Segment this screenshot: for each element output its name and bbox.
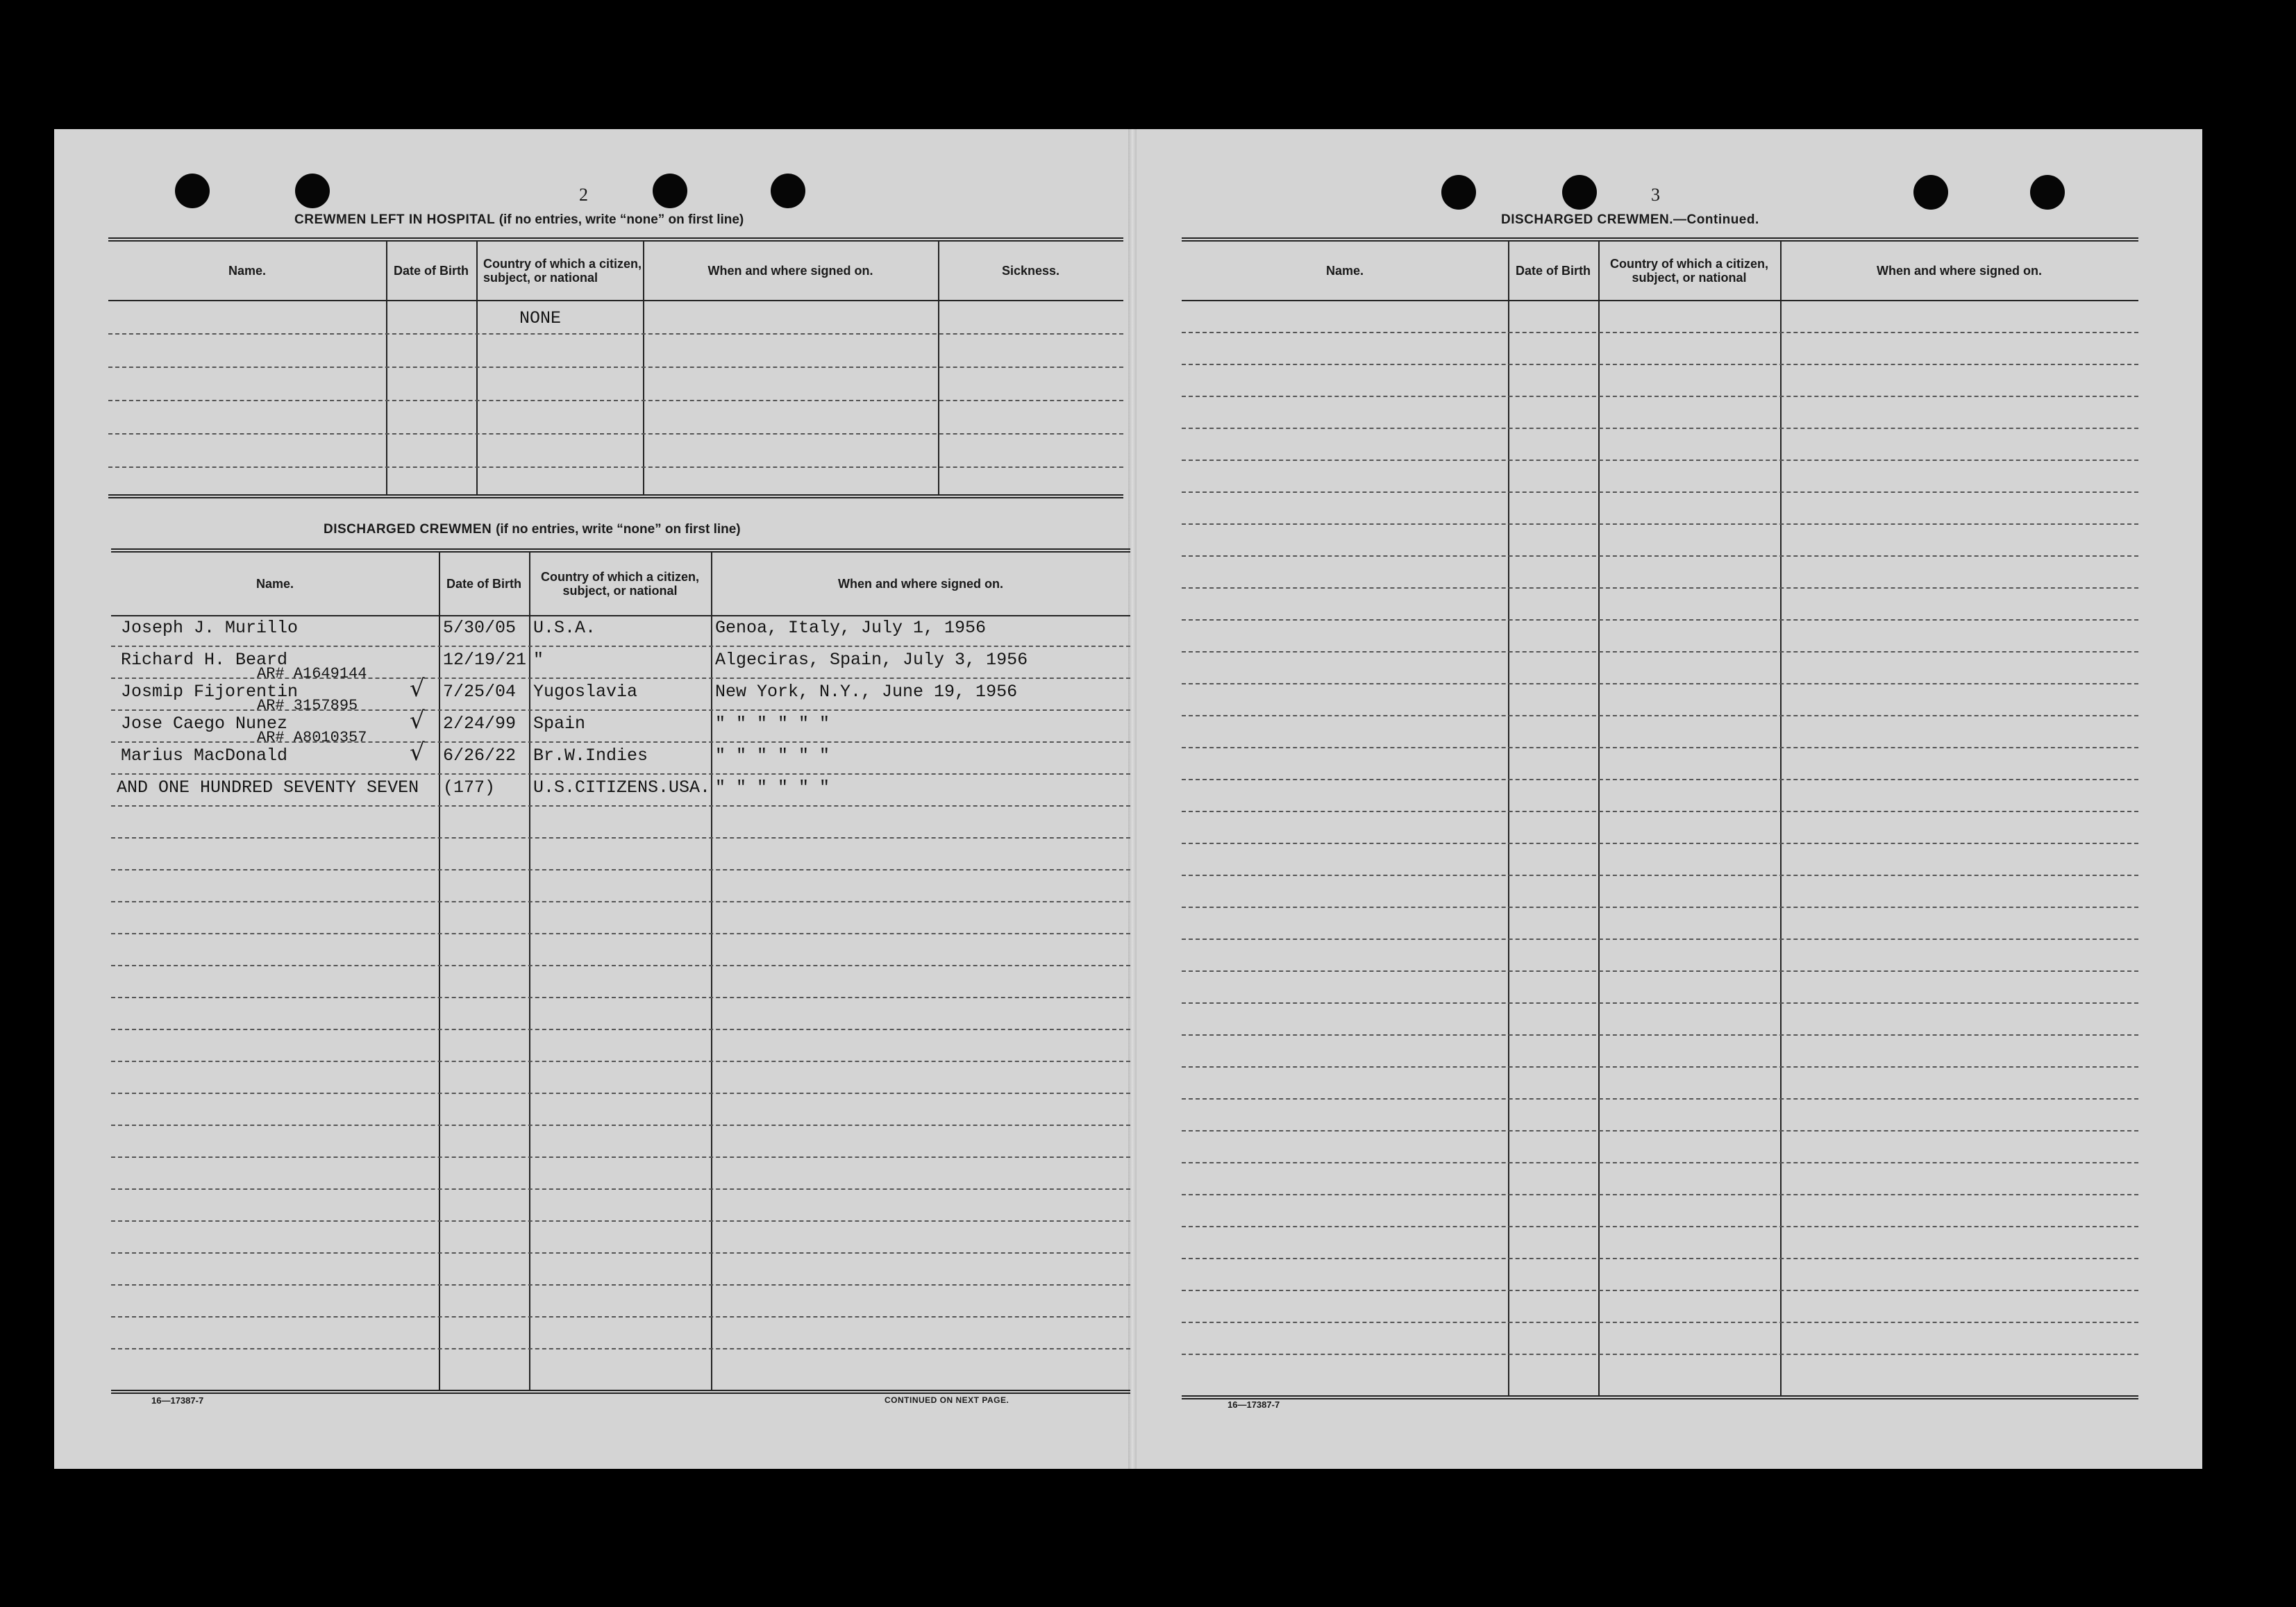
col-divider <box>386 242 387 494</box>
ruled-line <box>1182 683 2138 684</box>
ruled-line <box>1182 332 2138 333</box>
ruled-line <box>1182 715 2138 716</box>
hospital-title-text: CREWMEN LEFT IN HOSPITAL <box>294 212 495 227</box>
crew-country: U.S.A. <box>533 618 596 638</box>
ruled-line <box>1182 491 2138 493</box>
ruled-line <box>111 646 1130 647</box>
punch-hole <box>1441 175 1476 210</box>
hospital-entry-none: NONE <box>519 308 562 328</box>
col-divider <box>1780 242 1782 1395</box>
crew-signed-on: Algeciras, Spain, July 3, 1956 <box>715 650 1028 670</box>
crew-signed-on: " " " " " " <box>715 777 830 798</box>
ruled-line <box>1182 555 2138 557</box>
ruled-line <box>111 997 1130 998</box>
ruled-line <box>1182 1354 2138 1355</box>
hospital-title <box>294 212 744 228</box>
col-divider <box>643 242 644 494</box>
discharged-table <box>111 548 1130 1394</box>
crew-dob: (177) <box>443 777 496 798</box>
col-header-name: Name. <box>255 577 294 591</box>
ruled-line <box>1182 651 2138 653</box>
crew-country: Yugoslavia <box>533 682 638 702</box>
ruled-line <box>111 805 1130 807</box>
crew-dob: 6/26/22 <box>443 746 517 766</box>
ruled-line <box>111 933 1130 934</box>
ruled-line <box>1182 1226 2138 1227</box>
crew-dob: 5/30/05 <box>443 618 517 638</box>
ruled-line <box>1182 747 2138 748</box>
ruled-line <box>111 773 1130 775</box>
ruled-line <box>108 367 1123 368</box>
discharged-table-header <box>111 553 1130 616</box>
col-divider <box>1598 242 1600 1395</box>
punch-hole <box>1913 175 1948 210</box>
ruled-line <box>108 433 1123 435</box>
ruled-line <box>1182 1002 2138 1004</box>
crew-name: Joseph J. Murillo <box>121 618 299 638</box>
alien-registration-number: AR# 3157895 <box>257 697 358 714</box>
crew-country: " <box>533 650 544 670</box>
ruled-line <box>1182 460 2138 461</box>
crew-country: U.S.CITIZENS.USA. <box>533 777 711 798</box>
ruled-line <box>1182 811 2138 812</box>
ruled-line <box>1182 428 2138 429</box>
form-number: 16—17387-7 <box>151 1395 204 1406</box>
crew-name: Richard H. Beard <box>121 650 288 670</box>
crew-dob: 12/19/21 <box>443 650 527 670</box>
punch-hole <box>2030 175 2065 210</box>
col-header-signed: When and where signed on. <box>1876 264 2043 278</box>
ruled-line <box>1182 396 2138 397</box>
ruled-line <box>1182 523 2138 525</box>
ruled-line <box>1182 1066 2138 1068</box>
ruled-line <box>1182 619 2138 621</box>
discharged-continued-title: DISCHARGED CREWMEN.—Continued. <box>1501 212 1759 227</box>
ruled-line <box>111 1252 1130 1254</box>
crew-name: Marius MacDonald <box>121 746 288 766</box>
document-sheet <box>54 129 2202 1469</box>
crew-country: Spain <box>533 714 586 734</box>
check-mark: √ <box>410 707 425 734</box>
punch-hole <box>653 174 687 208</box>
ruled-line <box>1182 364 2138 365</box>
check-mark: √ <box>410 675 425 702</box>
ruled-line <box>108 466 1123 468</box>
ruled-line <box>1182 1194 2138 1195</box>
punch-hole <box>771 174 805 208</box>
ruled-line <box>1182 1258 2138 1259</box>
col-header-country: Country of which a citizen, subject, or national <box>540 570 699 598</box>
crew-name: AND ONE HUNDRED SEVENTY SEVEN <box>117 777 419 798</box>
ruled-line <box>111 837 1130 839</box>
ruled-line <box>1182 587 2138 589</box>
page-number: 2 <box>579 185 588 205</box>
col-header-country: Country of which a citizen, subject, or national <box>483 257 642 285</box>
ruled-line <box>1182 939 2138 940</box>
col-divider <box>1508 242 1509 1395</box>
col-header-country: Country of which a citizen, subject, or national <box>1609 257 1768 285</box>
ruled-line <box>111 1188 1130 1190</box>
discharged-subtitle: (if no entries, write “none” on first line) <box>496 522 741 537</box>
crew-dob: 2/24/99 <box>443 714 517 734</box>
alien-registration-number: AR# A8010357 <box>257 729 367 746</box>
ruled-line <box>1182 875 2138 876</box>
ruled-line <box>1182 1162 2138 1163</box>
ruled-line <box>111 965 1130 966</box>
ruled-line <box>1182 1098 2138 1100</box>
hospital-table-header <box>108 242 1123 301</box>
ruled-line <box>1182 779 2138 780</box>
ruled-line <box>108 400 1123 401</box>
punch-hole <box>295 174 330 208</box>
crew-dob: 7/25/04 <box>443 682 517 702</box>
col-header-name: Name. <box>1325 264 1364 278</box>
crew-name: Jose Caego Nunez <box>121 714 288 734</box>
crew-name: Josmip Fijorentin <box>121 682 299 702</box>
col-header-signed: When and where signed on. <box>707 264 873 278</box>
hospital-table <box>108 237 1123 498</box>
col-header-dob: Date of Birth <box>446 577 521 591</box>
col-divider <box>938 242 939 494</box>
ruled-line <box>111 1029 1130 1030</box>
ruled-line <box>1182 1290 2138 1291</box>
ruled-line <box>111 1220 1130 1222</box>
crew-signed-on: Genoa, Italy, July 1, 1956 <box>715 618 987 638</box>
continued-note: CONTINUED ON NEXT PAGE. <box>885 1395 1009 1405</box>
ruled-line <box>1182 907 2138 908</box>
ruled-line <box>111 869 1130 870</box>
check-mark: √ <box>410 739 425 766</box>
ruled-line <box>1182 1034 2138 1036</box>
ruled-line <box>111 1284 1130 1286</box>
alien-registration-number: AR# A1649144 <box>257 665 367 682</box>
crew-country: Br.W.Indies <box>533 746 648 766</box>
ruled-line <box>1182 1322 2138 1323</box>
col-divider <box>476 242 478 494</box>
col-header-dob: Date of Birth <box>1516 264 1591 278</box>
page-number: 3 <box>1651 185 1660 205</box>
col-header-signed: When and where signed on. <box>837 577 1004 591</box>
ruled-line <box>111 1125 1130 1126</box>
ruled-line <box>111 1348 1130 1349</box>
ruled-line <box>1182 843 2138 844</box>
ruled-line <box>1182 1130 2138 1131</box>
ruled-line <box>111 1316 1130 1318</box>
discharged-continued-table <box>1182 237 2138 1399</box>
punch-hole <box>175 174 210 208</box>
col-header-sickness: Sickness. <box>1001 264 1060 278</box>
discharged-title-text: DISCHARGED CREWMEN <box>324 522 492 537</box>
crew-signed-on: " " " " " " <box>715 714 830 734</box>
form-number: 16—17387-7 <box>1227 1399 1280 1410</box>
punch-hole <box>1562 175 1597 210</box>
hospital-subtitle: (if no entries, write “none” on first line) <box>498 212 744 227</box>
ruled-line <box>1182 970 2138 972</box>
col-header-dob: Date of Birth <box>394 264 469 278</box>
ruled-line <box>111 1156 1130 1158</box>
col-header-name: Name. <box>228 264 267 278</box>
crew-signed-on: " " " " " " <box>715 746 830 766</box>
ruled-line <box>111 901 1130 902</box>
discharged-continued-header <box>1182 242 2138 301</box>
discharged-title <box>324 522 741 537</box>
ruled-line <box>111 1093 1130 1094</box>
ruled-line <box>108 333 1123 335</box>
ruled-line <box>111 1061 1130 1062</box>
crew-signed-on: New York, N.Y., June 19, 1956 <box>715 682 1018 702</box>
